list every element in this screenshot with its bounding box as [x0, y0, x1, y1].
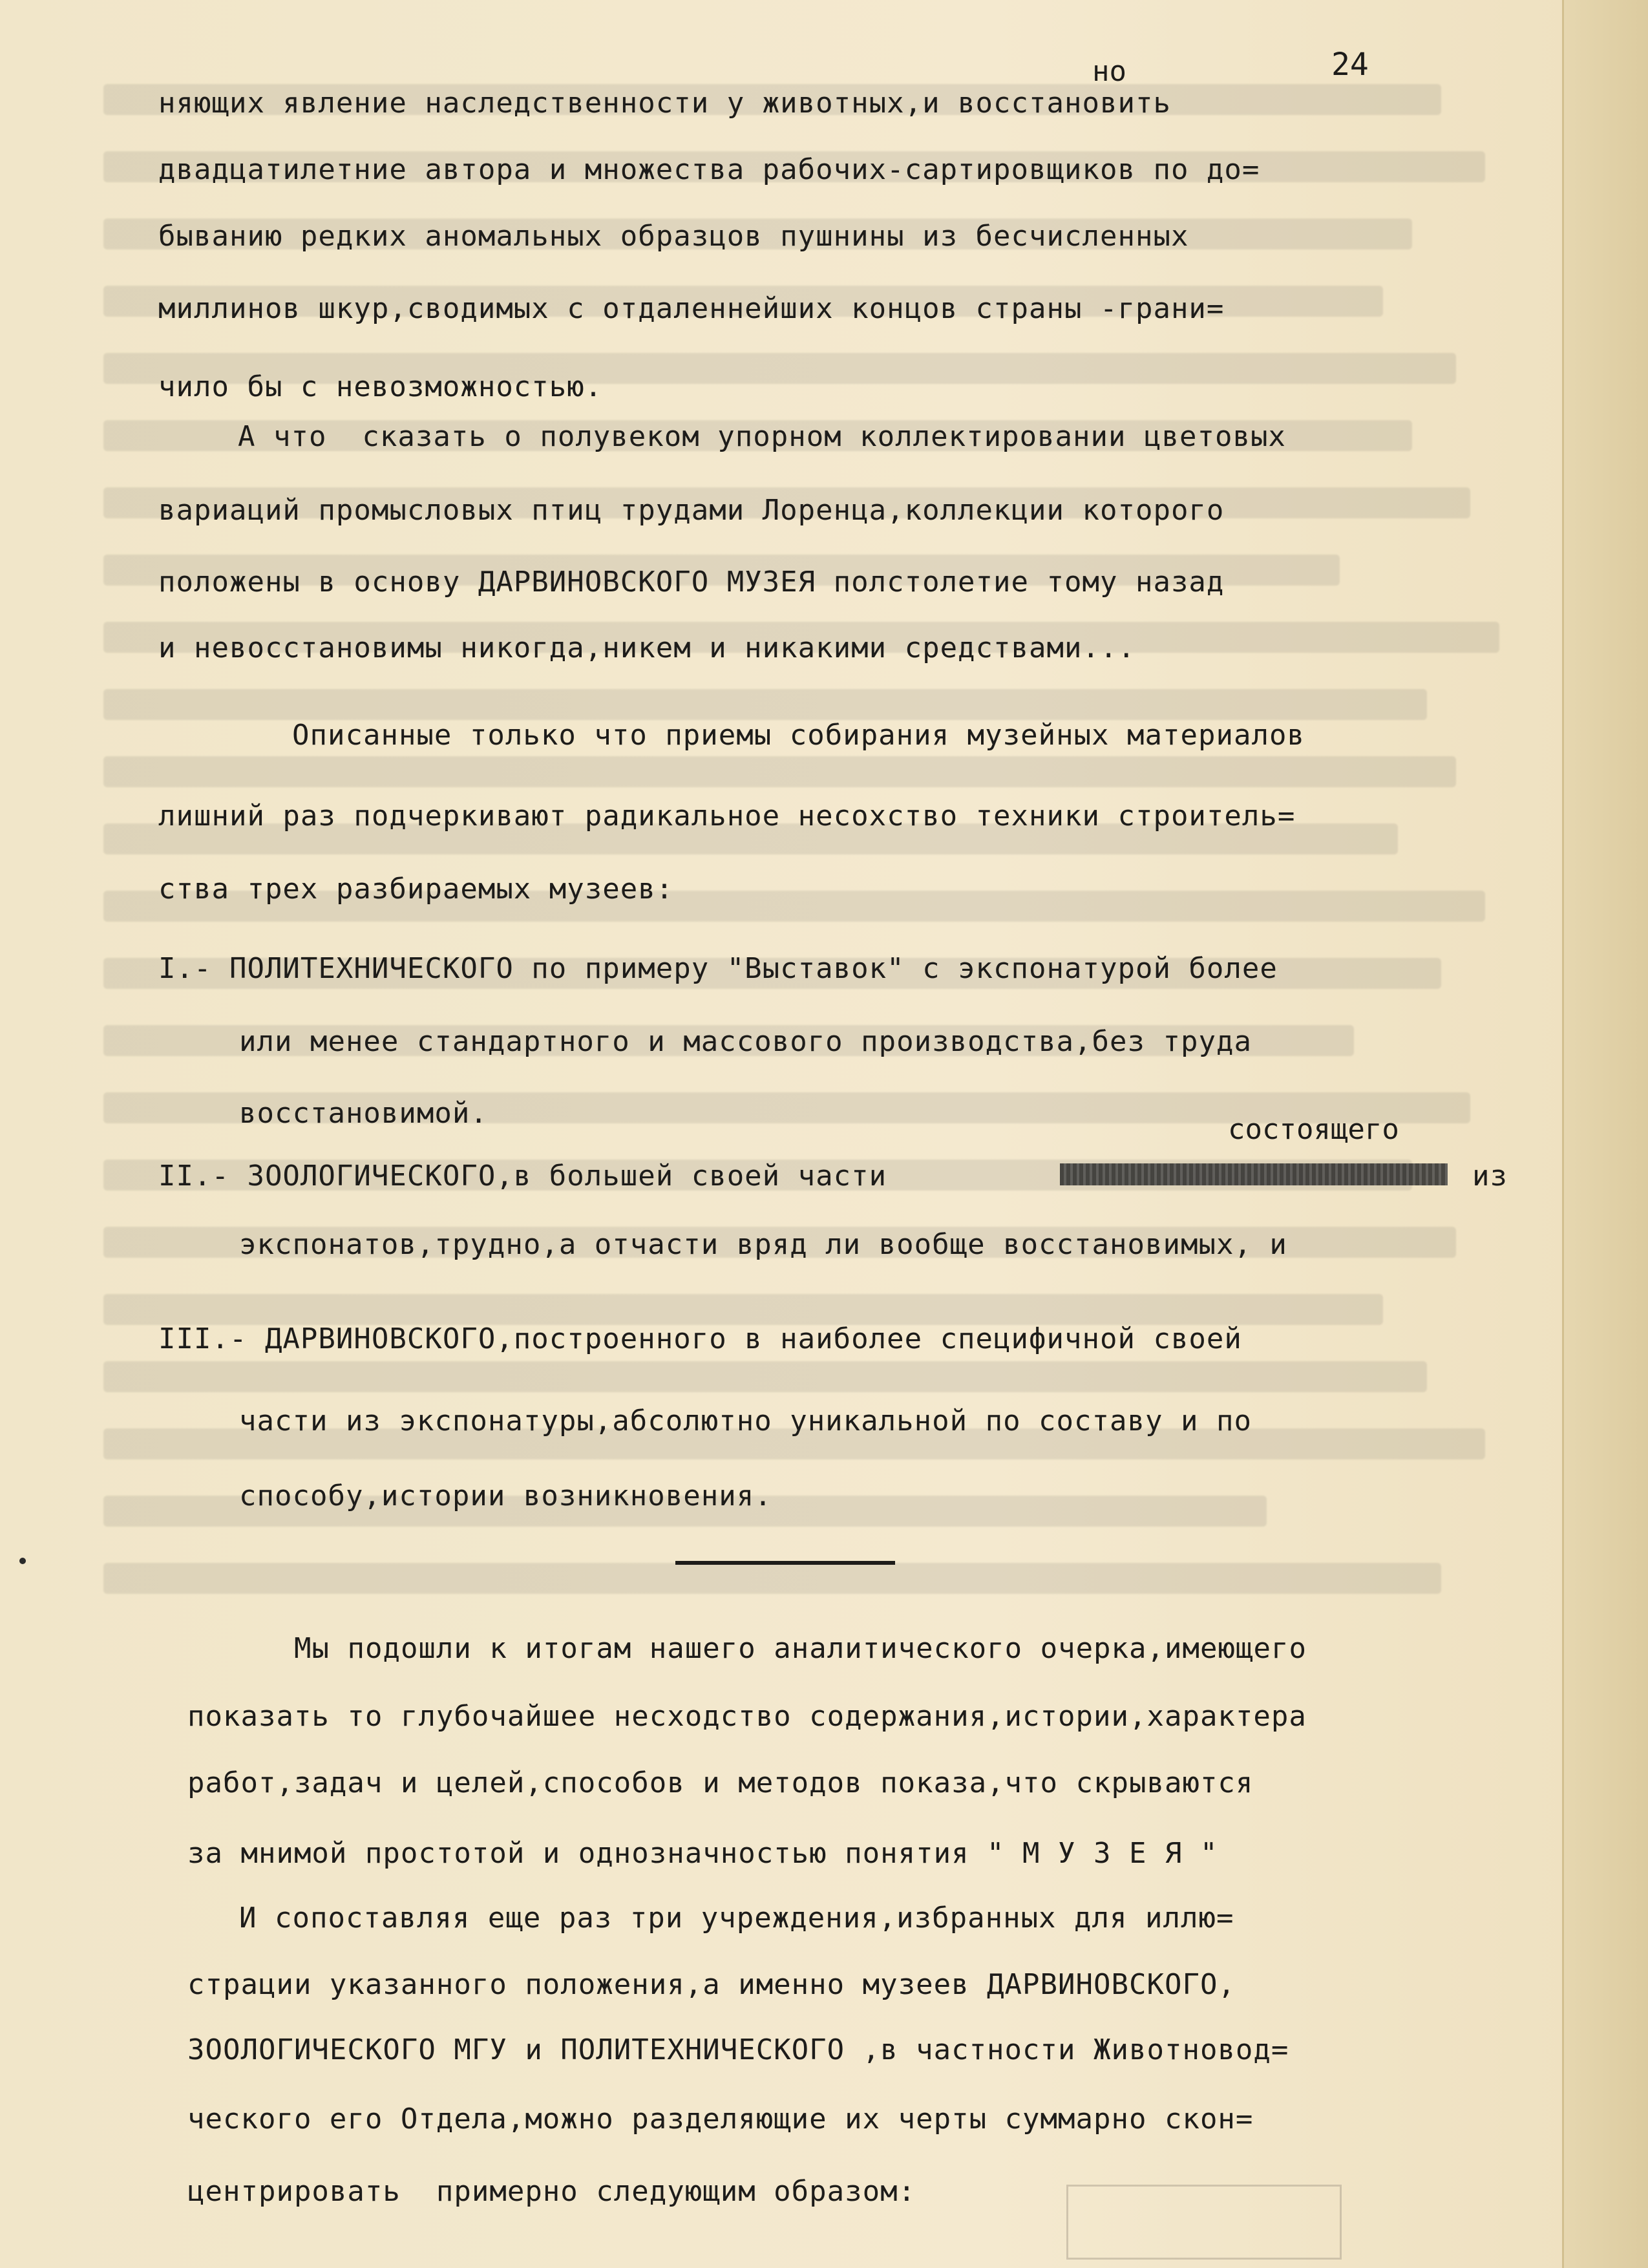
text-line: ства трех разбираемых музеев:: [158, 873, 674, 906]
text-line: вариаций промысловых птиц трудами Лоренца,коллекции которого: [158, 494, 1225, 527]
text-line: за мнимой простотой и однозначностью понятия " М У З Е Я ": [187, 1837, 1218, 1870]
faded-stamp: [1066, 2185, 1342, 2260]
overstruck-text: [1060, 1163, 1448, 1185]
text-line: лишний раз подчеркивают радикальное несохство техники строитель=: [158, 800, 1296, 832]
handwritten-insertion-top: но: [1092, 55, 1126, 88]
text-line: ческого его Отдела,можно разделяющие их черты суммарно скон=: [187, 2103, 1254, 2136]
text-line: положены в основу ДАРВИНОВСКОГО МУЗЕЯ полстолетие тому назад: [158, 566, 1225, 599]
text-line: способу,истории возникновения.: [239, 1479, 772, 1512]
text-line: быванию редких аномальных образцов пушнины из бесчисленных: [158, 220, 1189, 253]
text-line: работ,задач и целей,способов и методов показа,что скрываются: [187, 1766, 1254, 1799]
text-line: Мы подошли к итогам нашего аналитического очерка,имеющего: [294, 1632, 1307, 1665]
text-line: Описанные только что приемы собирания музейных материалов: [292, 719, 1305, 752]
text-line: ЗООЛОГИЧЕСКОГО МГУ и ПОЛИТЕХНИЧЕСКОГО ,в частности Животновод=: [187, 2033, 1289, 2066]
text-line: А что сказать о полувеком упорном коллектировании цветовых: [238, 420, 1286, 453]
typed-insertion-zoological: состоящего: [1228, 1113, 1399, 1146]
list-item-2: II.- ЗООЛОГИЧЕСКОГО,в большей своей части: [158, 1160, 887, 1192]
text-line: няющих явление наследственности у животных,и восстановить: [158, 87, 1171, 120]
list-item-3: III.- ДАРВИНОВСКОГО,построенного в наиболее специфичной своей: [158, 1322, 1242, 1355]
text-line: И сопоставляя еще раз три учреждения,избранных для иллю=: [239, 1902, 1234, 1934]
text-line: чило бы с невозможностью.: [158, 370, 603, 403]
text-line: восстановимой.: [239, 1097, 488, 1130]
ink-speck: [19, 1558, 26, 1564]
underlying-page-edge: [1562, 0, 1648, 2268]
text-line: центрировать примерно следующим образом:: [187, 2175, 916, 2208]
text-line: экспонатов,трудно,а отчасти вряд ли вообще восстановимых, и: [239, 1228, 1287, 1261]
page-number: 24: [1331, 47, 1369, 83]
list-item-1: I.- ПОЛИТЕХНИЧЕСКОГО по примеру "Выставок" с экспонатурой более: [158, 952, 1278, 985]
text-line: страции указанного положения,а именно музеев ДАРВИНОВСКОГО,: [187, 1968, 1236, 2001]
text-line: из: [1472, 1160, 1508, 1192]
section-divider: [675, 1561, 895, 1565]
text-line: двадцатилетние автора и множества рабочих-сартировщиков по до=: [158, 153, 1260, 186]
text-line: миллинов шкур,сводимых с отдаленнейших концов страны -грани=: [158, 292, 1225, 325]
text-line: и невосстановимы никогда,никем и никакими средствами...: [158, 631, 1136, 664]
text-line: части из экспонатуры,абсолютно уникальной по составу и по: [239, 1404, 1252, 1437]
text-line: показать то глубочайшее несходство содержания,истории,характера: [187, 1700, 1307, 1733]
text-line: или менее стандартного и массового производства,без труда: [239, 1025, 1252, 1058]
